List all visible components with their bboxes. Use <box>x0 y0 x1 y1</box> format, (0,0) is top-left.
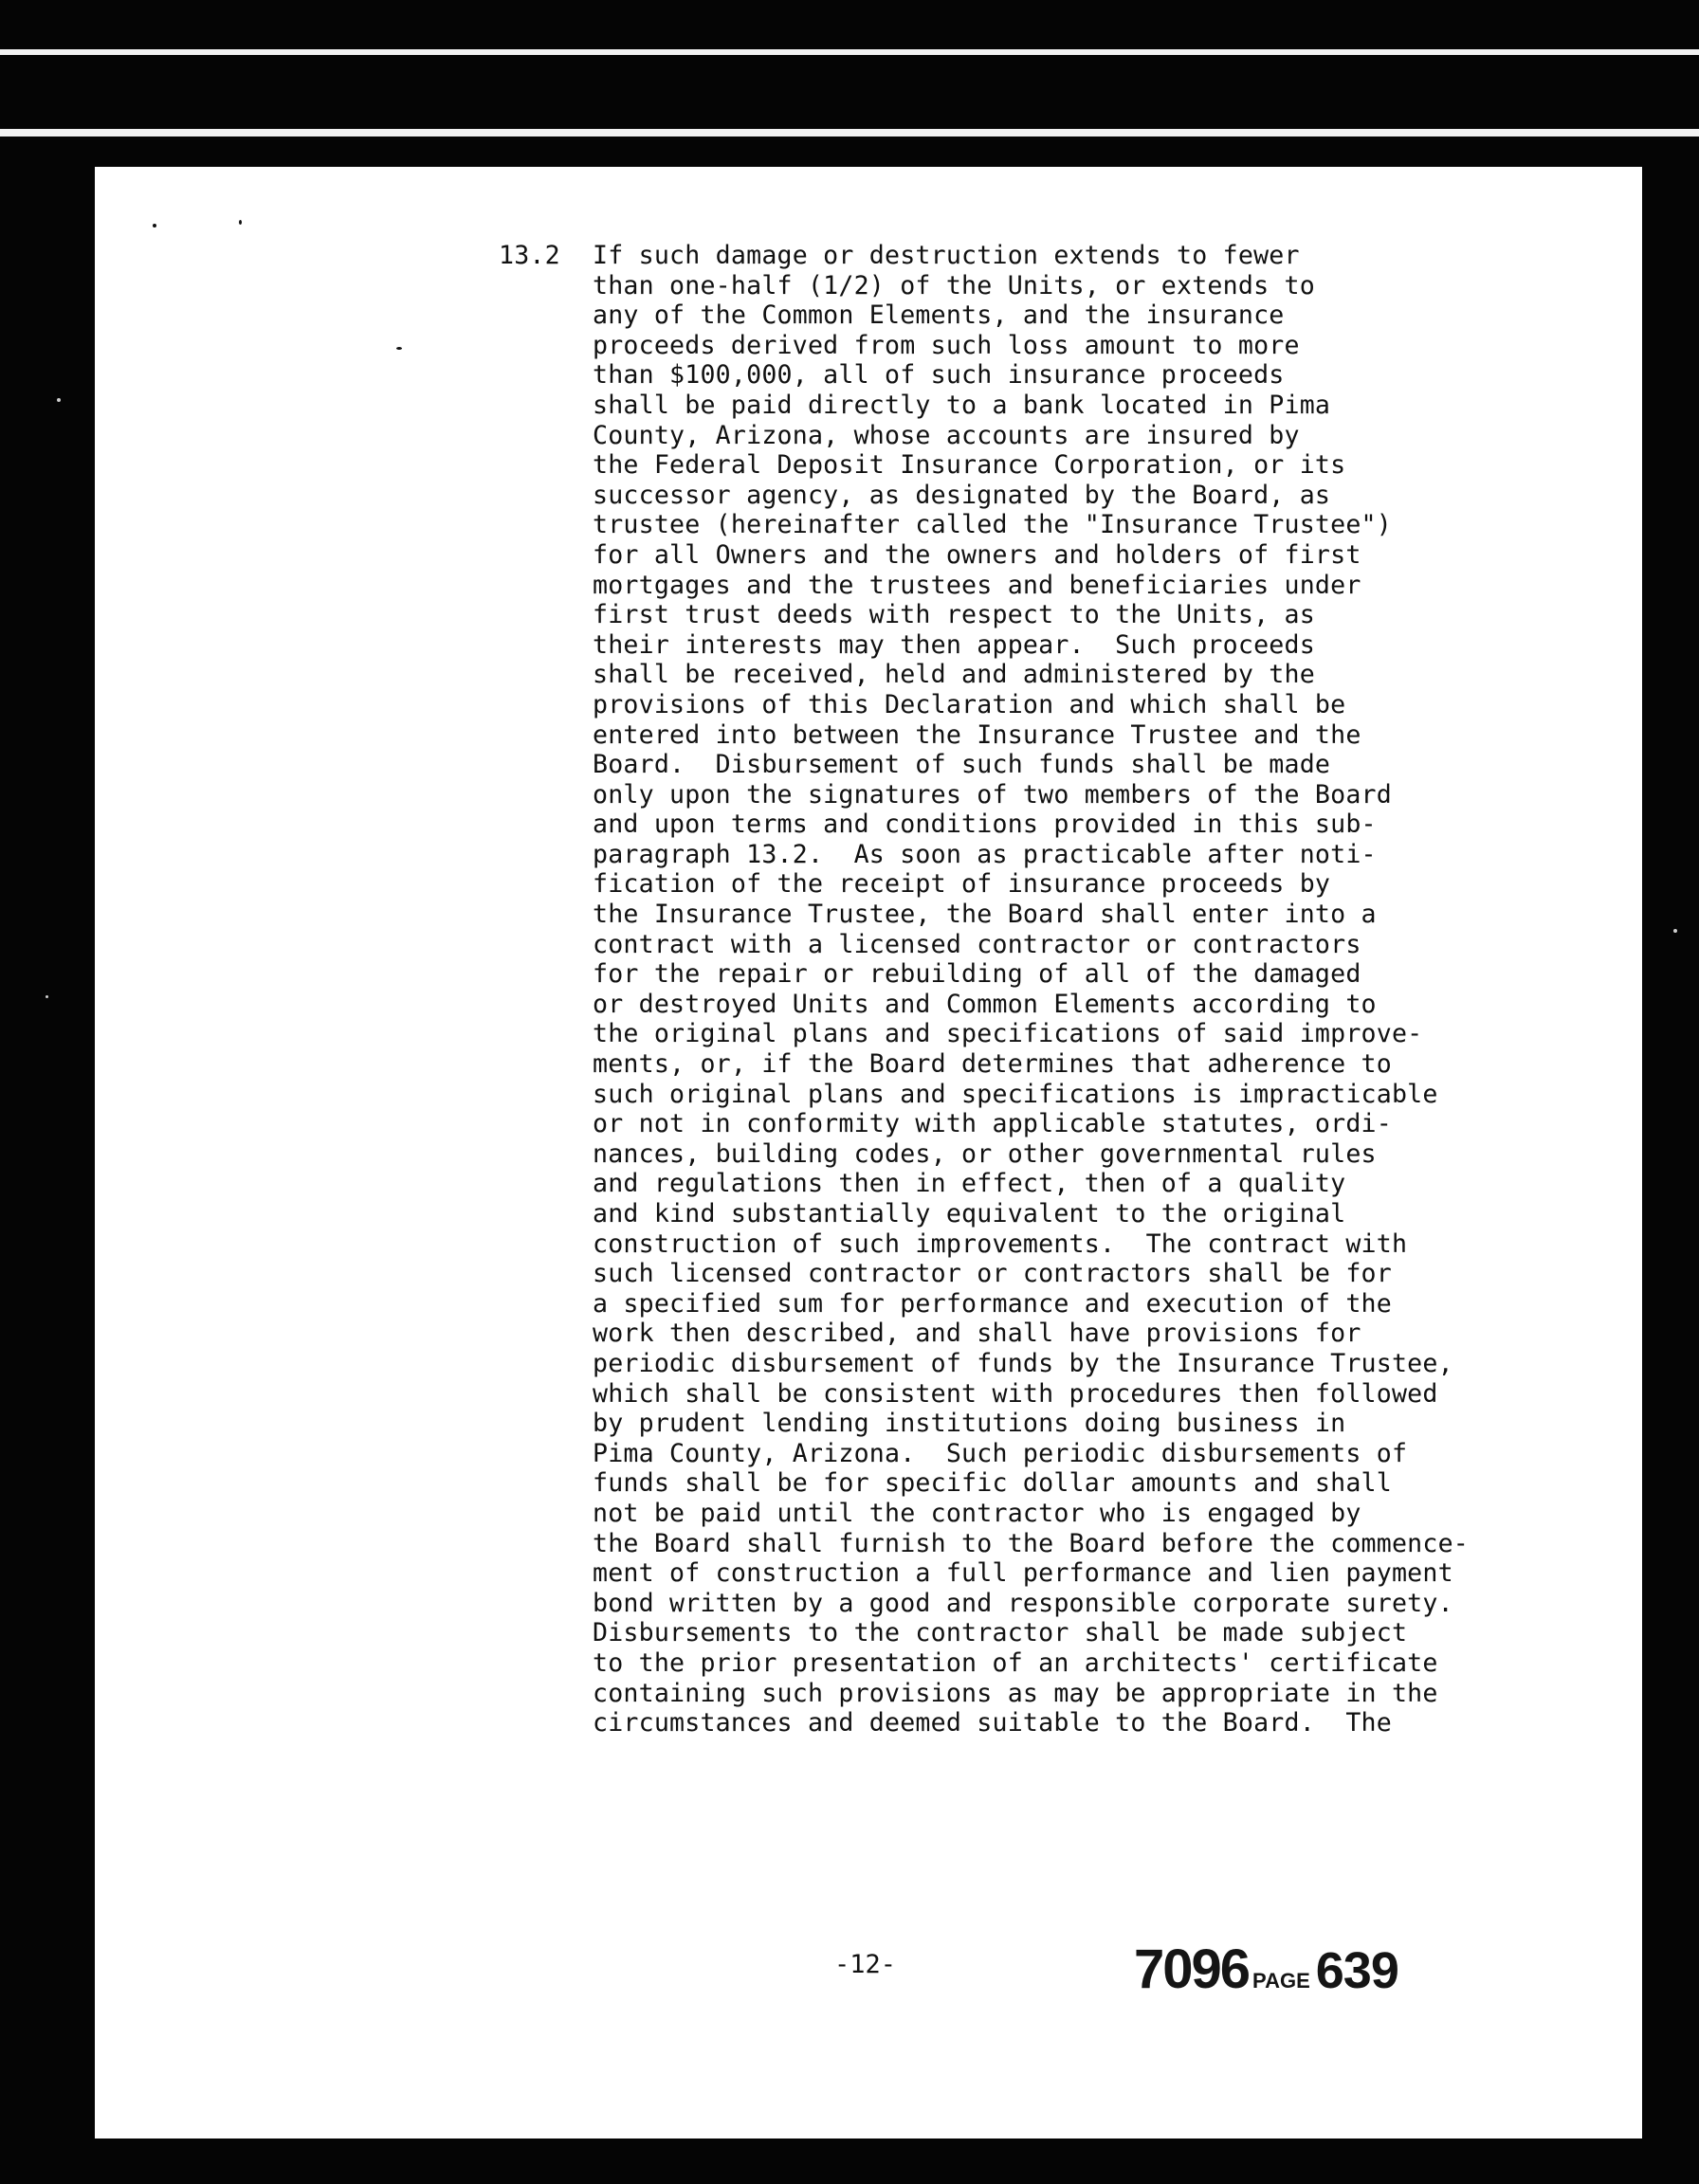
paragraph-line: the Insurance Trustee, the Board shall enter into a <box>593 900 1377 930</box>
paragraph-line: Pima County, Arizona. Such periodic disbursements of <box>593 1438 1408 1468</box>
paragraph-line: than one-half (1/2) of the Units, or extends to <box>593 270 1315 300</box>
paragraph-line: shall be paid directly to a bank located in Pima <box>593 390 1331 420</box>
paragraph-line: shall be received, held and administered by the <box>593 660 1315 690</box>
stamp-book-number: 7096 <box>1134 1938 1250 2000</box>
paragraph-line: successor agency, as designated by the Board, as <box>593 480 1331 510</box>
paragraph-line: fication of the receipt of insurance proceeds by <box>593 869 1331 900</box>
paragraph-line: than $100,000, all of such insurance proceeds <box>593 360 1285 391</box>
paragraph-body <box>499 241 1542 1738</box>
paragraph-line: work then described, and shall have provisions for <box>593 1319 1361 1349</box>
recording-stamp <box>1134 1938 1398 2001</box>
scan-speck <box>46 995 48 998</box>
paragraph-line: containing such provisions as may be appropriate in the <box>593 1678 1438 1708</box>
paragraph-line: not be paid until the contractor who is engaged by <box>593 1498 1361 1528</box>
paragraph-line: and regulations then in effect, then of a quality <box>593 1169 1346 1199</box>
paragraph-line: for all Owners and the owners and holders of first <box>593 539 1361 570</box>
paragraph-line: and upon terms and conditions provided in this sub- <box>593 810 1377 840</box>
paragraph-line: contract with a licensed contractor or contractors <box>593 929 1361 959</box>
paragraph-line: by prudent lending institutions doing business in <box>593 1409 1346 1439</box>
paragraph-line: which shall be consistent with procedures then followed <box>593 1378 1438 1409</box>
paragraph-line: such licensed contractor or contractors shall be for <box>593 1259 1392 1289</box>
paragraph-line: for the repair or rebuilding of all of the damaged <box>593 959 1361 990</box>
top-rule <box>0 129 1699 136</box>
paragraph-line: to the prior presentation of an architects' certificate <box>593 1647 1438 1678</box>
scan-speck <box>239 220 242 225</box>
stamp-page-word: PAGE <box>1252 1969 1310 1993</box>
scan-speck <box>1673 929 1677 933</box>
stamp-page-number: 639 <box>1315 1942 1398 1999</box>
paragraph-line: If such damage or destruction extends to fewer <box>593 241 1300 270</box>
paragraph-line: a specified sum for performance and execution of the <box>593 1288 1392 1319</box>
paragraph-line: bond written by a good and responsible corporate surety. <box>593 1588 1453 1618</box>
paragraph-number: 13.2 <box>499 241 560 270</box>
paragraph-line: the Board shall furnish to the Board before the commence- <box>593 1528 1470 1558</box>
paragraph-line: first trust deeds with respect to the Units, as <box>593 600 1315 630</box>
paragraph-line: any of the Common Elements, and the insurance <box>593 300 1285 331</box>
paragraph-line: their interests may then appear. Such proceeds <box>593 629 1315 660</box>
paragraph-line: proceeds derived from such loss amount to more <box>593 330 1300 360</box>
paragraph-line: County, Arizona, whose accounts are insured by <box>593 420 1300 450</box>
paragraph-line: the Federal Deposit Insurance Corporation, or its <box>593 450 1346 481</box>
paragraph-line: construction of such improvements. The contract with <box>593 1228 1408 1259</box>
paragraph-line: only upon the signatures of two members of the Board <box>593 779 1392 810</box>
paragraph-line: ment of construction a full performance and lien payment <box>593 1558 1453 1589</box>
paragraph-line: the original plans and specifications of said improve- <box>593 1019 1423 1049</box>
top-rule <box>0 49 1699 55</box>
paragraph-line: or not in conformity with applicable statutes, ordi- <box>593 1109 1392 1139</box>
paragraph-line: ments, or, if the Board determines that adherence to <box>593 1049 1392 1080</box>
paragraph-line: entered into between the Insurance Trustee and the <box>593 719 1361 750</box>
paragraph-line: and kind substantially equivalent to the original <box>593 1199 1346 1228</box>
scan-speck <box>153 224 156 228</box>
paragraph-line: mortgages and the trustees and beneficiaries under <box>593 570 1361 600</box>
paragraph-13-2 <box>499 241 1542 1738</box>
page-number: -12- <box>834 1950 897 1979</box>
paragraph-line: paragraph 13.2. As soon as practicable after noti- <box>593 839 1377 869</box>
paragraph-line: provisions of this Declaration and which shall be <box>593 689 1346 719</box>
paragraph-line: trustee (hereinafter called the "Insurance Trustee") <box>593 510 1392 540</box>
scan-speck <box>396 347 402 350</box>
paragraph-line: or destroyed Units and Common Elements according to <box>593 989 1377 1019</box>
paragraph-line: periodic disbursement of funds by the Insurance Trustee, <box>593 1348 1453 1378</box>
paragraph-line: Board. Disbursement of such funds shall be made <box>593 750 1331 780</box>
paragraph-line: funds shall be for specific dollar amounts and shall <box>593 1468 1392 1499</box>
paragraph-line: nances, building codes, or other governmental rules <box>593 1138 1377 1169</box>
scan-speck <box>57 398 61 402</box>
paragraph-line: Disbursements to the contractor shall be made subject <box>593 1618 1408 1648</box>
paragraph-line: circumstances and deemed suitable to the Board. The <box>593 1708 1392 1738</box>
paragraph-line: such original plans and specifications is impracticable <box>593 1079 1438 1109</box>
